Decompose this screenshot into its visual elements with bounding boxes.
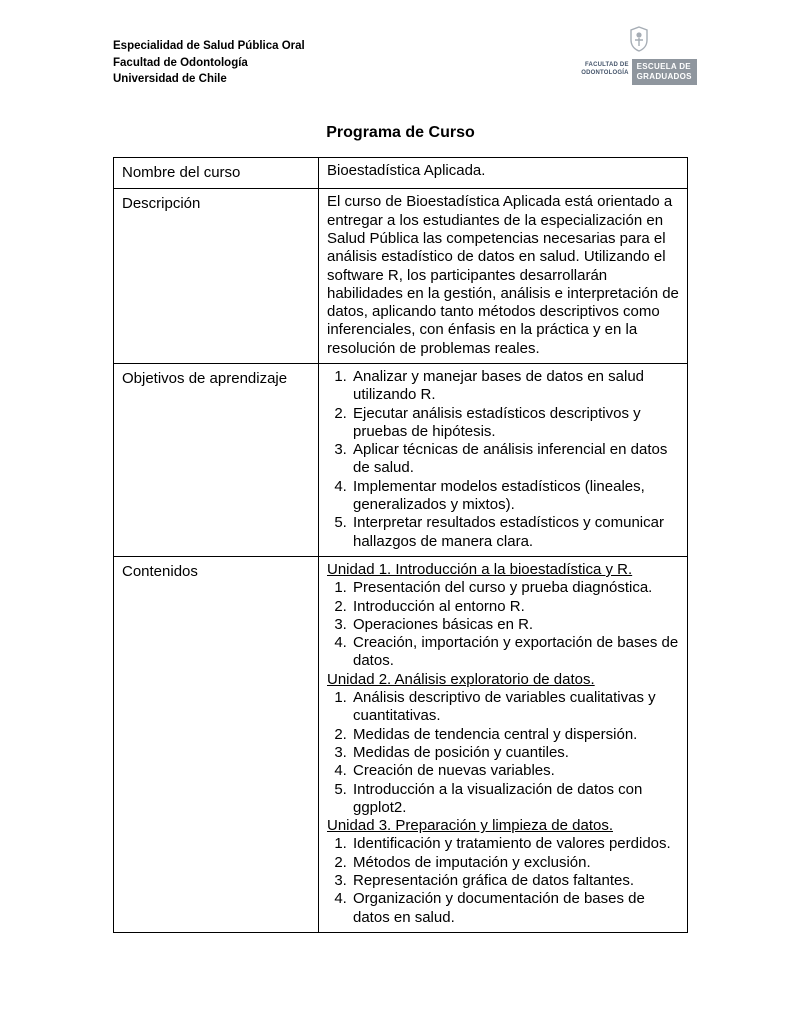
- unit-heading: Unidad 1. Introducción a la bioestadística y R.: [327, 560, 633, 578]
- university-logo: [581, 26, 692, 85]
- row-content-contenidos: [319, 556, 688, 932]
- list-item: 3. Aplicar técnicas de análisis inferencial en datos de salud.: [351, 441, 681, 478]
- list-item: 1. Análisis descriptivo de variables cualitativas y cuantitativas.: [351, 689, 681, 726]
- list-item: 1. Analizar y manejar bases de datos en salud utilizando R.: [351, 368, 681, 405]
- header-line-especialidad: Especialidad de Salud Pública Oral: [113, 40, 305, 52]
- course-program-table: [113, 157, 688, 933]
- row-label-nombre: Nombre del curso: [114, 158, 319, 189]
- list-item: 4. Implementar modelos estadísticos (lineales, generalizados y mixtos).: [351, 478, 681, 515]
- university-crest-icon: [628, 26, 650, 57]
- page-title: Programa de Curso: [326, 124, 475, 142]
- table-row-descripcion: [114, 189, 688, 364]
- list-item: 2. Introducción al entorno R.: [351, 598, 681, 616]
- list-item: 2. Ejecutar análisis estadísticos descriptivos y pruebas de hipótesis.: [351, 405, 681, 442]
- list-item: 5. Interpretar resultados estadísticos y comunicar hallazgos de manera clara.: [351, 514, 681, 551]
- list-item: 1. Presentación del curso y prueba diagnóstica.: [351, 579, 681, 597]
- table-row-objetivos: [114, 363, 688, 556]
- list-item: 4. Organización y documentación de bases de datos en salud.: [351, 890, 681, 927]
- list-item: 3. Representación gráfica de datos faltantes.: [351, 872, 681, 890]
- row-label-descripcion: Descripción: [114, 189, 319, 364]
- header-line-universidad: Universidad de Chile: [113, 73, 227, 86]
- row-content-objetivos: [319, 363, 688, 556]
- list-item: 2. Métodos de imputación y exclusión.: [351, 854, 681, 872]
- table-row-nombre: [114, 158, 688, 189]
- table-row-contenidos: [114, 556, 688, 932]
- row-label-objetivos: Objetivos de aprendizaje: [114, 363, 319, 556]
- unit-heading: Unidad 3. Preparación y limpieza de datos.: [327, 817, 613, 835]
- escuela-graduados-badge: ESCUELA DE GRADUADOS: [632, 59, 697, 85]
- header-line-facultad: Facultad de Odontología: [113, 56, 248, 69]
- list-item: 3. Medidas de posición y cuantiles.: [351, 744, 681, 762]
- unit-heading: Unidad 2. Análisis exploratorio de datos.: [327, 670, 595, 688]
- row-content-descripcion: El curso de Bioestadística Aplicada está orientado a entregar a los estudiantes de la especialización en Salud Pública las competencias necesarias para el análisis estadístico de datos en salud. Utilizando el software R, los participantes desarrollarán habilidades en la gestión, análisis e interpretación de datos, aplicando tanto métodos descriptivos como inferenciales, con énfasis en la práctica y en la resolución de problemas reales.: [319, 189, 688, 364]
- numbered-list: [327, 368, 681, 551]
- logo-text-row: [581, 59, 692, 85]
- list-item: 5. Introducción a la visualización de datos con ggplot2.: [351, 781, 681, 818]
- row-label-contenidos: Contenidos: [114, 556, 319, 932]
- list-item: 3. Operaciones básicas en R.: [351, 616, 681, 634]
- row-content-nombre: Bioestadística Aplicada.: [319, 158, 688, 189]
- list-item: 4. Creación, importación y exportación de bases de datos.: [351, 634, 681, 671]
- list-item: 2. Medidas de tendencia central y dispersión.: [351, 726, 681, 744]
- numbered-list: [327, 579, 681, 670]
- numbered-list: [327, 689, 681, 817]
- numbered-list: [327, 835, 681, 926]
- list-item: 4. Creación de nuevas variables.: [351, 762, 681, 780]
- list-item: 1. Identificación y tratamiento de valores perdidos.: [351, 835, 681, 853]
- facultad-odontologia-label: FACULTAD DE ODONTOLOGÍA: [581, 62, 629, 76]
